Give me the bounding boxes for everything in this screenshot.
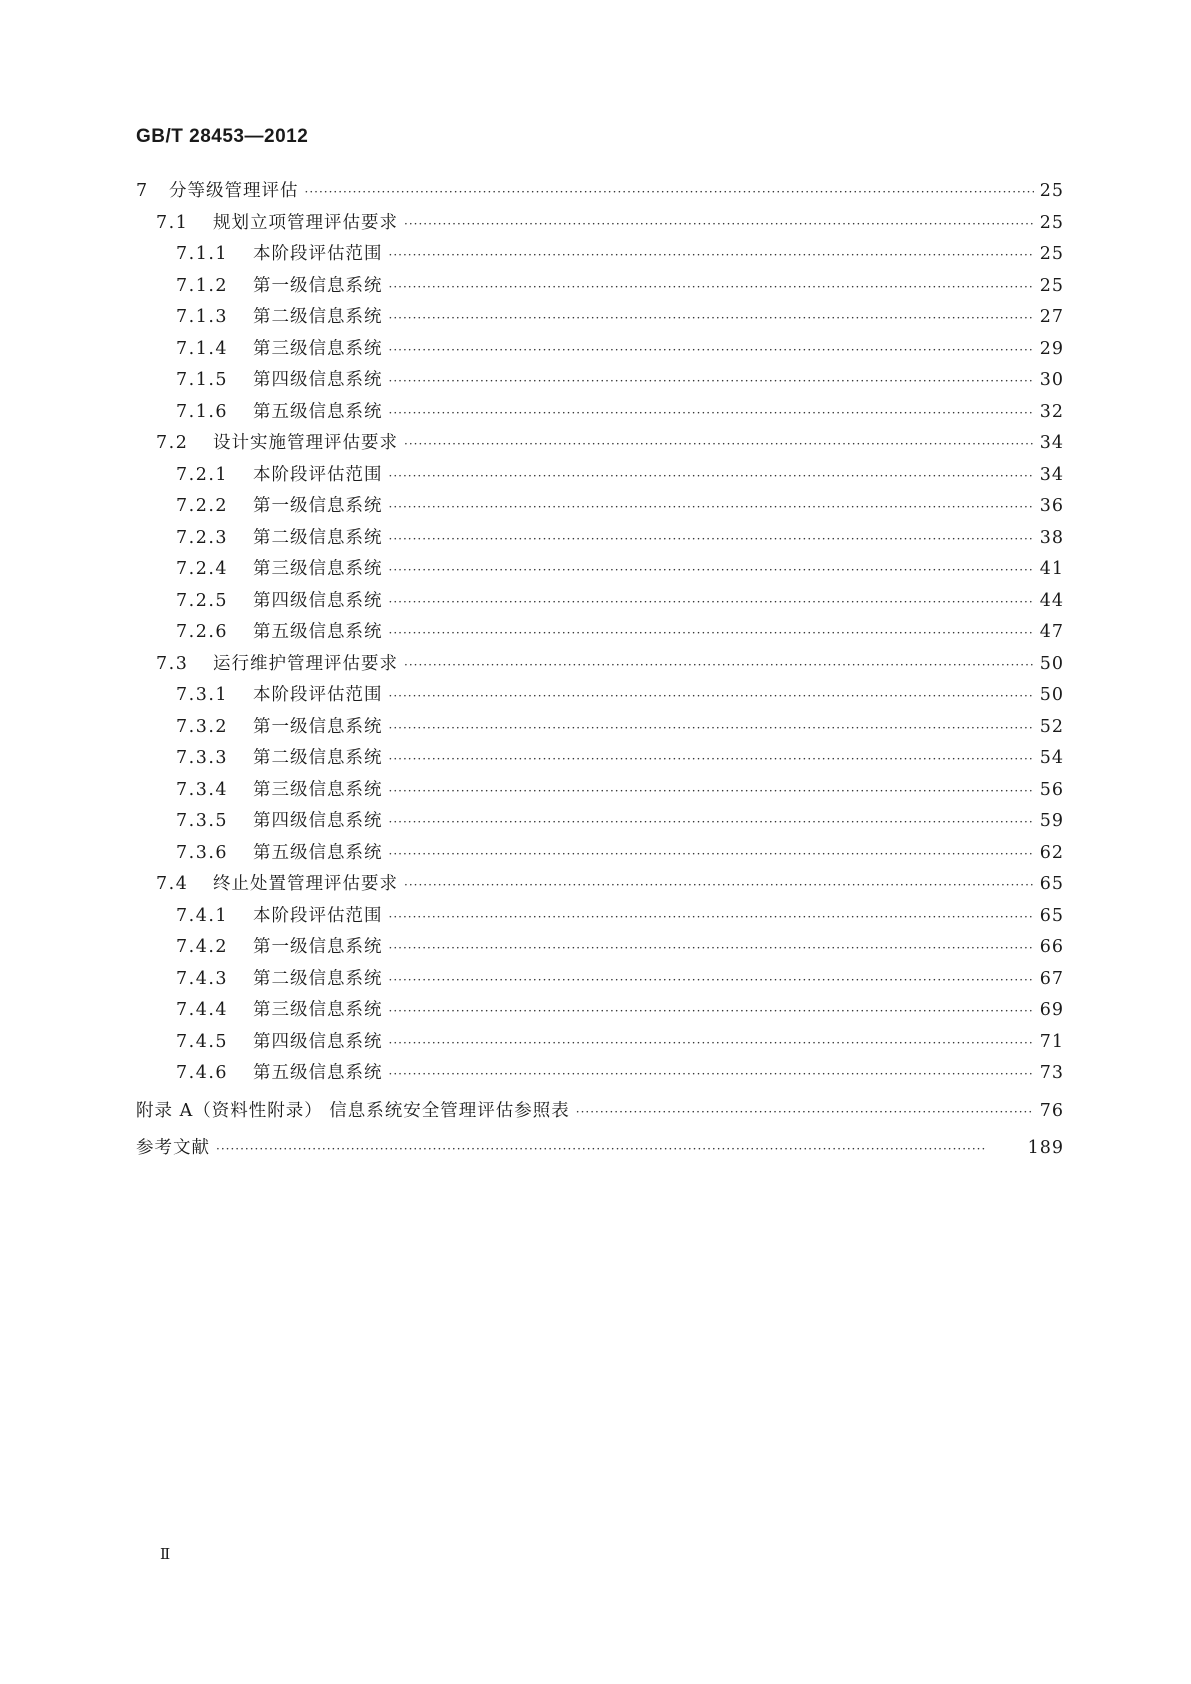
toc-entry-page: 73	[1039, 1063, 1064, 1083]
toc-entry-number: 7.2	[156, 433, 189, 453]
toc-entry-page: 30	[1039, 370, 1064, 390]
toc-entry-page: 34	[1039, 433, 1064, 453]
toc-entry[interactable]	[136, 650, 1064, 682]
toc-entry[interactable]	[136, 807, 1064, 839]
toc-entry-page: 50	[1039, 685, 1064, 705]
toc-entry-number: 7.3.6	[176, 842, 229, 863]
toc-dot-leader	[389, 1067, 1034, 1081]
toc-entry[interactable]	[136, 681, 1064, 713]
toc-entry-page: 66	[1039, 937, 1064, 957]
toc-entry-number: 7.2.4	[176, 559, 229, 579]
toc-entry-number: 7.1.3	[176, 307, 229, 327]
toc-entry[interactable]	[136, 366, 1064, 398]
toc-dot-leader	[389, 973, 1034, 987]
toc-entry-title: 第四级信息系统	[253, 1031, 383, 1052]
toc-dot-leader	[389, 280, 1034, 294]
toc-dot-leader	[389, 532, 1034, 546]
toc-entry-page: 27	[1039, 307, 1064, 327]
toc-entry-number: 7.1.1	[176, 244, 229, 264]
toc-entry-title: 第五级信息系统	[253, 842, 383, 863]
toc-entry-title: 第五级信息系统	[253, 401, 383, 422]
toc-entry[interactable]	[136, 398, 1064, 430]
toc-entry-title: 附录 A（资料性附录） 信息系统安全管理评估参照表	[136, 1100, 570, 1121]
toc-entry-number: 7.1.6	[176, 401, 229, 422]
toc-entry[interactable]	[136, 177, 1064, 209]
toc-entry-number: 7.4	[156, 874, 189, 894]
toc-entry-title: 第四级信息系统	[253, 811, 383, 831]
toc-entry[interactable]	[136, 839, 1064, 871]
toc-entry[interactable]	[136, 461, 1064, 493]
toc-entry-number: 7.2.6	[176, 622, 229, 642]
toc-entry-number: 7.4.6	[176, 1063, 229, 1083]
toc-entry-page: 34	[1039, 464, 1064, 485]
toc-entry-title: 第一级信息系统	[253, 716, 383, 737]
toc-entry-page: 59	[1039, 811, 1064, 831]
toc-entry-number: 7.1.2	[176, 275, 229, 296]
toc-entry-page: 76	[1039, 1100, 1064, 1121]
toc-entry[interactable]	[136, 1028, 1064, 1060]
table-of-contents	[136, 177, 1064, 1166]
toc-entry-number: 7.2.5	[176, 590, 229, 611]
toc-entry[interactable]	[136, 713, 1064, 745]
toc-entry-number: 7.4.1	[176, 905, 229, 926]
toc-dot-leader	[389, 248, 1034, 262]
toc-entry[interactable]	[136, 492, 1064, 524]
toc-dot-leader	[389, 721, 1034, 735]
toc-entry-page: 56	[1039, 779, 1064, 800]
toc-entry-title: 第三级信息系统	[253, 338, 383, 359]
toc-entry-number: 7.2.1	[176, 464, 229, 485]
toc-entry-number: 7.3.3	[176, 748, 229, 768]
toc-dot-leader	[389, 343, 1034, 357]
toc-entry-page: 25	[1039, 275, 1064, 296]
toc-entry-page: 65	[1039, 905, 1064, 926]
toc-dot-leader	[389, 1004, 1034, 1018]
toc-entry-title: 终止处置管理评估要求	[213, 874, 398, 894]
toc-dot-leader	[389, 784, 1034, 798]
toc-entry-page: 189	[1027, 1138, 1064, 1158]
toc-entry-page: 41	[1039, 559, 1064, 579]
toc-entry[interactable]	[136, 303, 1064, 335]
toc-entry-title: 分等级管理评估	[169, 181, 299, 201]
toc-dot-leader	[389, 469, 1034, 483]
toc-entry-title: 参考文献	[136, 1138, 210, 1158]
toc-entry-title: 本阶段评估范围	[253, 464, 383, 485]
toc-entry-page: 71	[1039, 1031, 1064, 1052]
toc-entry[interactable]	[136, 272, 1064, 304]
toc-dot-leader	[404, 878, 1034, 892]
toc-entry-page: 62	[1039, 842, 1064, 863]
toc-dot-leader	[389, 406, 1034, 420]
toc-entry[interactable]	[136, 429, 1064, 461]
toc-entry-title: 第四级信息系统	[253, 590, 383, 611]
toc-dot-leader	[389, 689, 1034, 703]
toc-dot-leader	[576, 1105, 1034, 1119]
toc-entry-number: 7.1	[156, 212, 189, 233]
toc-dot-leader	[389, 595, 1034, 609]
toc-dot-leader	[389, 311, 1034, 325]
toc-entry-title: 第三级信息系统	[253, 1000, 383, 1020]
toc-entry-number: 7.3.4	[176, 779, 229, 800]
page-number: Ⅱ	[160, 1545, 172, 1563]
toc-entry[interactable]	[136, 1134, 1064, 1166]
toc-dot-leader	[389, 374, 1034, 388]
toc-entry-page: 65	[1039, 874, 1064, 894]
toc-entry-title: 第一级信息系统	[253, 275, 383, 296]
toc-entry-number: 7.2.2	[176, 496, 229, 516]
toc-entry[interactable]	[136, 902, 1064, 934]
toc-entry-title: 第二级信息系统	[253, 307, 383, 327]
toc-entry[interactable]	[136, 1097, 1064, 1129]
toc-entry-number: 7.4.2	[176, 937, 229, 957]
toc-entry[interactable]	[136, 996, 1064, 1028]
toc-entry-title: 第四级信息系统	[253, 370, 383, 390]
toc-entry-number: 7.3.2	[176, 716, 229, 737]
toc-dot-leader	[389, 910, 1034, 924]
toc-entry[interactable]	[136, 618, 1064, 650]
toc-entry[interactable]	[136, 524, 1064, 556]
toc-entry-title: 规划立项管理评估要求	[213, 212, 398, 233]
toc-entry-title: 第二级信息系统	[253, 527, 383, 548]
toc-entry-title: 第一级信息系统	[253, 496, 383, 516]
toc-entry-page: 38	[1039, 527, 1064, 548]
toc-entry-title: 设计实施管理评估要求	[213, 433, 398, 453]
toc-entry-number: 7.2.3	[176, 527, 229, 548]
toc-entry-page: 47	[1039, 622, 1064, 642]
toc-dot-leader	[389, 847, 1034, 861]
toc-entry-page: 36	[1039, 496, 1064, 516]
toc-entry[interactable]	[136, 776, 1064, 808]
toc-entry-title: 本阶段评估范围	[253, 905, 383, 926]
toc-entry[interactable]	[136, 209, 1064, 241]
toc-entry-title: 本阶段评估范围	[253, 244, 383, 264]
toc-entry-number: 7.4.3	[176, 968, 229, 989]
toc-entry-page: 32	[1039, 401, 1064, 422]
toc-entry[interactable]	[136, 933, 1064, 965]
toc-dot-leader	[389, 500, 1034, 514]
toc-dot-leader	[389, 563, 1034, 577]
toc-dot-leader	[404, 658, 1034, 672]
toc-dot-leader	[389, 815, 1034, 829]
toc-entry-page: 29	[1039, 338, 1064, 359]
toc-entry[interactable]	[136, 1059, 1064, 1091]
toc-entry[interactable]	[136, 870, 1064, 902]
toc-entry-page: 69	[1039, 1000, 1064, 1020]
toc-entry-page: 54	[1039, 748, 1064, 768]
toc-entry[interactable]	[136, 555, 1064, 587]
toc-entry-page: 52	[1039, 716, 1064, 737]
toc-entry-number: 7.4.4	[176, 1000, 229, 1020]
toc-entry-page: 25	[1039, 244, 1064, 264]
toc-entry-page: 44	[1039, 590, 1064, 611]
standard-code-header: GB/T 28453—2012	[136, 126, 309, 147]
toc-dot-leader	[389, 752, 1034, 766]
toc-dot-leader	[404, 217, 1034, 231]
toc-entry-title: 第三级信息系统	[253, 559, 383, 579]
toc-entry-number: 7.3	[156, 653, 189, 674]
toc-entry[interactable]	[136, 744, 1064, 776]
toc-entry-title: 第二级信息系统	[253, 748, 383, 768]
toc-entry-number: 7.4.5	[176, 1031, 229, 1052]
toc-dot-leader	[404, 437, 1034, 451]
toc-entry[interactable]	[136, 335, 1064, 367]
toc-entry[interactable]	[136, 587, 1064, 619]
toc-entry-page: 25	[1039, 181, 1064, 201]
toc-entry-number: 7	[136, 181, 149, 201]
toc-entry-title: 运行维护管理评估要求	[213, 653, 398, 674]
toc-entry-page: 25	[1039, 212, 1064, 233]
toc-entry[interactable]	[136, 240, 1064, 272]
toc-entry-page: 50	[1039, 653, 1064, 674]
toc-entry[interactable]	[136, 965, 1064, 997]
toc-dot-leader	[216, 1142, 1022, 1156]
toc-dot-leader	[389, 1036, 1034, 1050]
toc-dot-leader	[389, 626, 1034, 640]
toc-entry-title: 第二级信息系统	[253, 968, 383, 989]
toc-entry-page: 67	[1039, 968, 1064, 989]
toc-entry-number: 7.3.5	[176, 811, 229, 831]
toc-entry-number: 7.1.4	[176, 338, 229, 359]
toc-entry-title: 第五级信息系统	[253, 622, 383, 642]
toc-entry-title: 第一级信息系统	[253, 937, 383, 957]
toc-entry-number: 7.3.1	[176, 685, 229, 705]
toc-dot-leader	[389, 941, 1034, 955]
toc-dot-leader	[305, 185, 1034, 199]
toc-entry-number: 7.1.5	[176, 370, 229, 390]
toc-entry-title: 本阶段评估范围	[253, 685, 383, 705]
toc-entry-title: 第五级信息系统	[253, 1063, 383, 1083]
toc-entry-title: 第三级信息系统	[253, 779, 383, 800]
